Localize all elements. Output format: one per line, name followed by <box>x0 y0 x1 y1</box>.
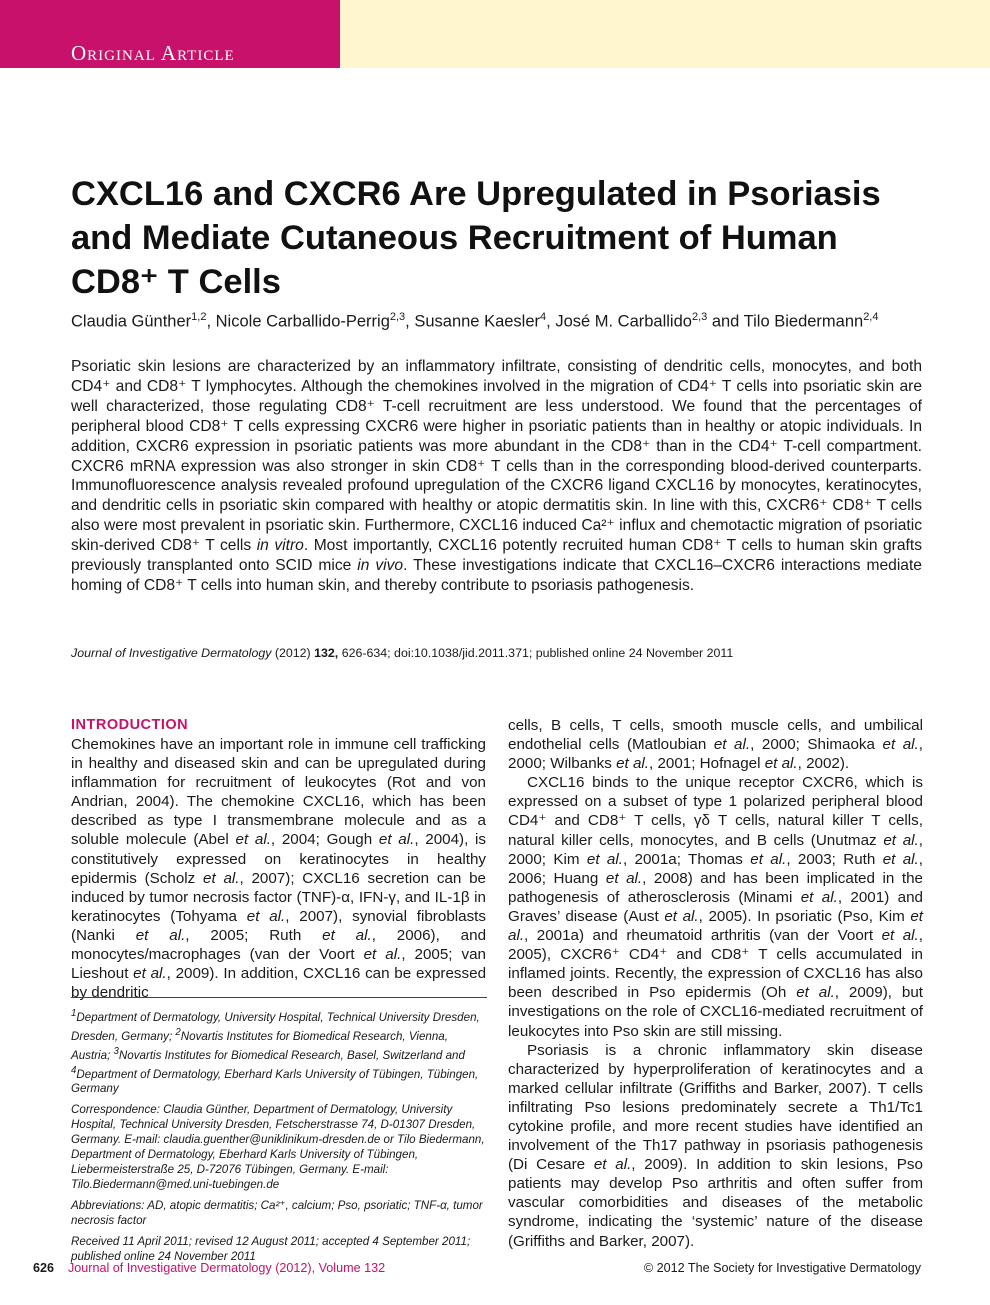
abbreviations: Abbreviations: AD, atopic dermatitis; Ca²⁺, calcium; Pso, psoriatic; TNF-α, tumor necrosis factor <box>71 1199 483 1228</box>
right-column <box>508 716 923 1251</box>
author-name: Nicole Carballido-Perrig <box>215 312 390 331</box>
intro-paragraph-1: Chemokines have an important role in immune cell trafficking in healthy and diseased skin and can be upregulated during inflammation for recruitment of leukocytes (Rot and von Andrian, 2004). The chemokine CXCL16, which has been described as type I transmembrane molecule and as a soluble molecule (Abel et al., 2004; Gough et al., 2004), is constitutively expressed on keratinocytes in healthy epidermis (Scholz et al., 2007); CXCL16 secretion can be induced by tumor necrosis factor (TNF)-α, IFN-γ, and IL-1β in keratinocytes (Tohyama et al., 2007), synovial fibroblasts (Nanki et al., 2005; Ruth et al., 2006), and monocytes/macrophages (van der Voort et al., 2005; van Lieshout et al., 2009). In addition, CXCL16 can be expressed by dendritic <box>71 736 487 1002</box>
author-affiliation: 4 <box>540 311 547 323</box>
copyright-notice: © 2012 The Society for Investigative Dermatology <box>643 1261 921 1275</box>
author-affiliation: 1,2 <box>191 311 207 323</box>
page-number: 626 <box>33 1261 55 1275</box>
citation-year: (2012) <box>271 646 315 660</box>
title-line-1: CXCL16 and CXCR6 Are Upregulated in Psoriasis <box>71 175 881 213</box>
abstract <box>71 357 922 596</box>
abstract-text: Psoriatic skin lesions are characterized by an inflammatory infiltrate, consisting of dendritic cells, monocytes, and both CD4⁺ and CD8⁺ T lymphocytes. Although the chemokines involved in the migration of CD4⁺ T cells into psoriatic skin are well characterized, those regulating CD8⁺ T-cell recruitment are less understood. We found that the percentages of peripheral blood CD8⁺ T cells expressing CXCR6 were higher in psoriatic patients than in healthy or atopic individuals. In addition, CXCR6 expression in psoriatic patients was more abundant in the CD8⁺ than in the CD4⁺ T-cell compartment. CXCR6 mRNA expression was also stronger in skin CD8⁺ T cells than in the corresponding blood-derived counterparts. Immunofluorescence analysis revealed profound upregulation of the CXCR6 ligand CXCL16 by monocytes, keratinocytes, and dendritic cells in psoriatic skin compared with healthy or atopic dermatitis skin. In line with this, CXCR6⁺ CD8⁺ T cells also were most prevalent in psoriatic skin. Furthermore, CXCL16 induced Ca²⁺ influx and chemotactic migration of psoriatic skin-derived CD8⁺ T cells <box>71 358 922 555</box>
title-line-2: and Mediate Cutaneous Recruitment of Human <box>71 219 838 257</box>
abstract-text: . These investigations indicate that CXCL16–CXCR6 interactions mediate homing of CD8⁺ T cells into human skin, and thereby contribute to psoriasis pathogenesis. <box>71 557 922 594</box>
intro-paragraphs-continued: cells, B cells, T cells, smooth muscle cells, and umbilical endothelial cells (Matloubian et al., 2000; Shimaoka et al., 2000; Wilbanks et al., 2001; Hofnagel et al., 2002). CXCL16 binds to the unique receptor CXCR6, which is expressed on a subset of type 1 polarized peripheral blood CD4⁺ and CD8⁺ T cells, γδ T cells, natural killer T cells, natural killer cells, monocytes, and B cells (Unutmaz et al., 2000; Kim et al., 2001a; Thomas et al., 2003; Ruth et al., 2006; Huang et al., 2008) and has been implicated in the pathogenesis of atherosclerosis (Minami et al., 2001) and Graves’ disease (Aust et al., 2005). In psoriatic (Pso, Kim et al., 2001a) and rheumatoid arthritis (van der Voort et al., 2005), CXCR6⁺ CD4⁺ and CD8⁺ T cells accumulated in inflamed joints. Recently, the expression of CXCL16 has also been described in Pso epidermis (Oh et al., 2009), but investigations on the role of CXCL16-mediated recruitment of leukocytes into Pso skin are still missing. Psoriasis is a chronic inflammatory skin disease characterized by hyperproliferation of keratinocytes and a marked cellular infiltrate (Griffiths and Barker, 2007). T cells infiltrating Pso lesions predominately secrete a Th1/Tc1 cytokine profile, and more recent studies have identified an involvement of the Th17 pathway in psoriasis pathogenesis (Di Cesare et al., 2009). In addition to skin lesions, Pso patients may develop Pso arthritis and often suffer from vascular comorbidities and diseases of the metabolic syndrome, indicating the ‘systemic’ nature of the disease (Griffiths and Barker, 2007). <box>508 717 924 1250</box>
title-line-3: CD8⁺ T Cells <box>71 263 281 301</box>
abstract-italic: in vitro <box>256 537 304 555</box>
article-type-label: Original Article <box>71 41 235 65</box>
footer-journal-reference: Journal of Investigative Dermatology (2012), Volume 132 <box>68 1261 386 1275</box>
article-title <box>71 172 931 304</box>
citation-details: 626-634; doi:10.1038/jid.2011.371; published online 24 November 2011 <box>338 646 734 660</box>
author-name: José M. Carballido <box>555 312 692 331</box>
footnotes: $^1$Department of Dermatology, University Hospital, Technical University Dresden, Dresden, Germany; $^2$Novartis Institutes for Biomedical Research, Vienna, Austria; $^3$Novartis Institutes for Biomedical Research, Basel, Switzerland and $^4$Department of Dermatology, Eberhard Karls University of Tübingen, Tübingen, Germany Correspondence: Claudia Günther, Department of Dermatology, University Hospital, Technical University Dresden, Fetscherstrasse 74, D-01307 Dresden, Germany. E-mail: claudia.guenther@uniklinikum-dresden.de or Tilo Biedermann, Department of Dermatology, Eberhard Karls University of Tübingen, Liebermeisterstraße 25, D-72076 Tübingen, Germany. E-mail: Tilo.Biedermann@med.uni-tuebingen.de Abbreviations: AD, atopic dermatitis; Ca²⁺, calcium; Pso, psoriatic; TNF-α, tumor necrosis factor Received 11 April 2011; revised 12 August 2011; accepted 4 September 2011; published online 24 November 2011 <box>71 997 487 1270</box>
section-heading: INTRODUCTION <box>71 717 189 733</box>
banner-band <box>340 0 990 68</box>
author-affiliation: 2,3 <box>691 311 708 323</box>
left-column <box>71 716 486 1002</box>
abstract-text: . Most importantly, CXCL16 potently recruited human CD8⁺ T cells to human skin grafts previously transplanted onto SCID mice <box>71 537 923 575</box>
citation-journal: Journal of Investigative Dermatology <box>71 646 272 660</box>
page-footer <box>0 1258 990 1278</box>
received-dates: Received 11 April 2011; revised 12 August 2011; accepted 4 September 2011; published online 24 November 2011 <box>71 1235 471 1264</box>
author-affiliation: 2,3 <box>389 311 406 323</box>
author-name: Claudia Günther <box>71 312 192 331</box>
abstract-italic: in vivo <box>357 557 404 575</box>
author-list: Claudia Günther$^{1,2}$, Nicole Carballido-Perrig$^{2,3}$, Susanne Kaesler$^4$, José M. Carballido$^{2,3}$ and Tilo Biedermann$^{2,4}$ <box>71 311 879 331</box>
author-name: Tilo Biedermann <box>743 312 864 331</box>
author-affiliation: 2,4 <box>863 311 879 323</box>
citation-line <box>71 645 931 661</box>
citation-volume: 132, <box>314 646 339 660</box>
author-name: Susanne Kaesler <box>414 312 541 331</box>
correspondence: Correspondence: Claudia Günther, Department of Dermatology, University Hospital, Technical University Dresden, Fetscherstrasse 74, D-01307 Dresden, Germany. E-mail: claudia.guenther@uniklinikum-dresden.de or Tilo Biedermann, Department of Dermatology, Eberhard Karls University of Tübingen, Liebermeisterstraße 25, D-72076 Tübingen, Germany. E-mail: Tilo.Biedermann@med.uni-tuebingen.de <box>71 1103 485 1192</box>
